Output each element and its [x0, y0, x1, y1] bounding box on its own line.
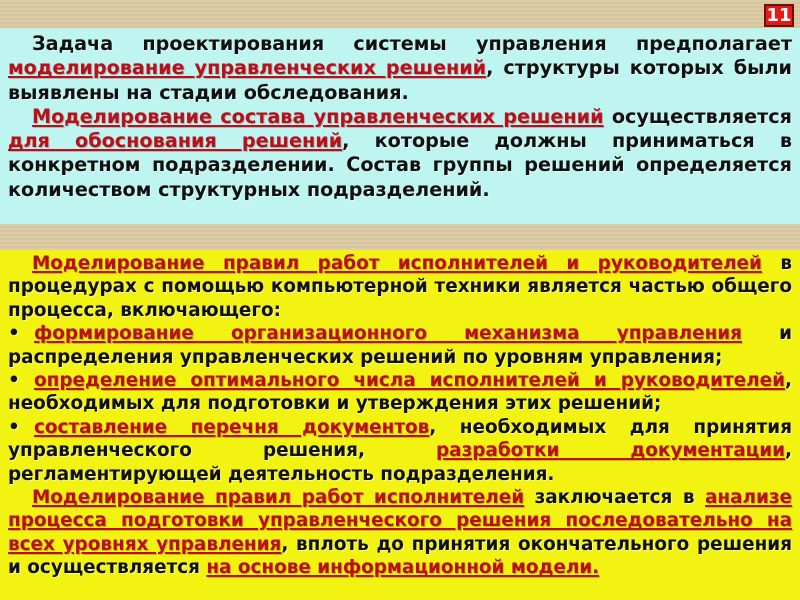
bullet-item [8, 322, 792, 369]
text: в процедурах с помощью компьютерной техники является частью общего процесса, включающего: [8, 253, 792, 321]
paragraph-executor-rules [8, 486, 792, 580]
text: и распределения управленческих решений по уровням управления; [8, 323, 793, 368]
highlight: на основе информационной модели. [206, 557, 600, 579]
text: , необходимых для подготовки и утверждения этих решений; [8, 370, 792, 415]
text: осуществляется [603, 104, 792, 128]
slide-number-badge: 11 [764, 4, 794, 27]
highlight: Моделирование правил работ исполнителей и руководителей [32, 253, 762, 274]
text: Задача проектирования системы управления предполагает [32, 32, 792, 55]
highlight: составление перечня документов [34, 416, 430, 438]
paragraph-rules-modeling [8, 252, 792, 322]
text: , необходимых для принятия управленческого решения, [8, 416, 792, 462]
highlight: определение оптимального числа исполнителей и руководителей [34, 370, 785, 392]
bullet-icon: • [8, 416, 20, 438]
highlight: для обоснования решений [8, 129, 343, 153]
highlight: Моделирование правил работ исполнителей [32, 487, 525, 509]
paragraph-decision-composition [8, 105, 792, 202]
bullet-item [8, 416, 792, 486]
top-text-panel [0, 28, 800, 224]
highlight: разработки документации [436, 440, 786, 462]
highlight: моделирование управленческих решений [8, 56, 487, 80]
text: , вплоть до принятия окончательного решения и осуществляется [8, 533, 792, 579]
highlight: анализе процесса подготовки управленческого решения последовательно на всех уровнях управления [8, 487, 793, 555]
bullet-icon: • [8, 370, 20, 392]
highlight: формирование организационного механизма управления [34, 323, 742, 345]
text: , которые должны приниматься в конкретном подразделении. Состав группы решений определяется количеством структурных подразделений. [8, 129, 792, 201]
text: заключается в [524, 487, 705, 509]
text: , регламентирующей деятельность подразделения. [8, 440, 793, 485]
bullet-icon: • [8, 323, 20, 345]
paragraph-design-task [8, 32, 792, 105]
bullet-item [8, 369, 792, 416]
text: , структуры которых были выявлены на стадии обследования. [8, 56, 792, 104]
highlight: Моделирование состава управленческих решений [32, 104, 604, 128]
bottom-text-panel [0, 250, 800, 600]
